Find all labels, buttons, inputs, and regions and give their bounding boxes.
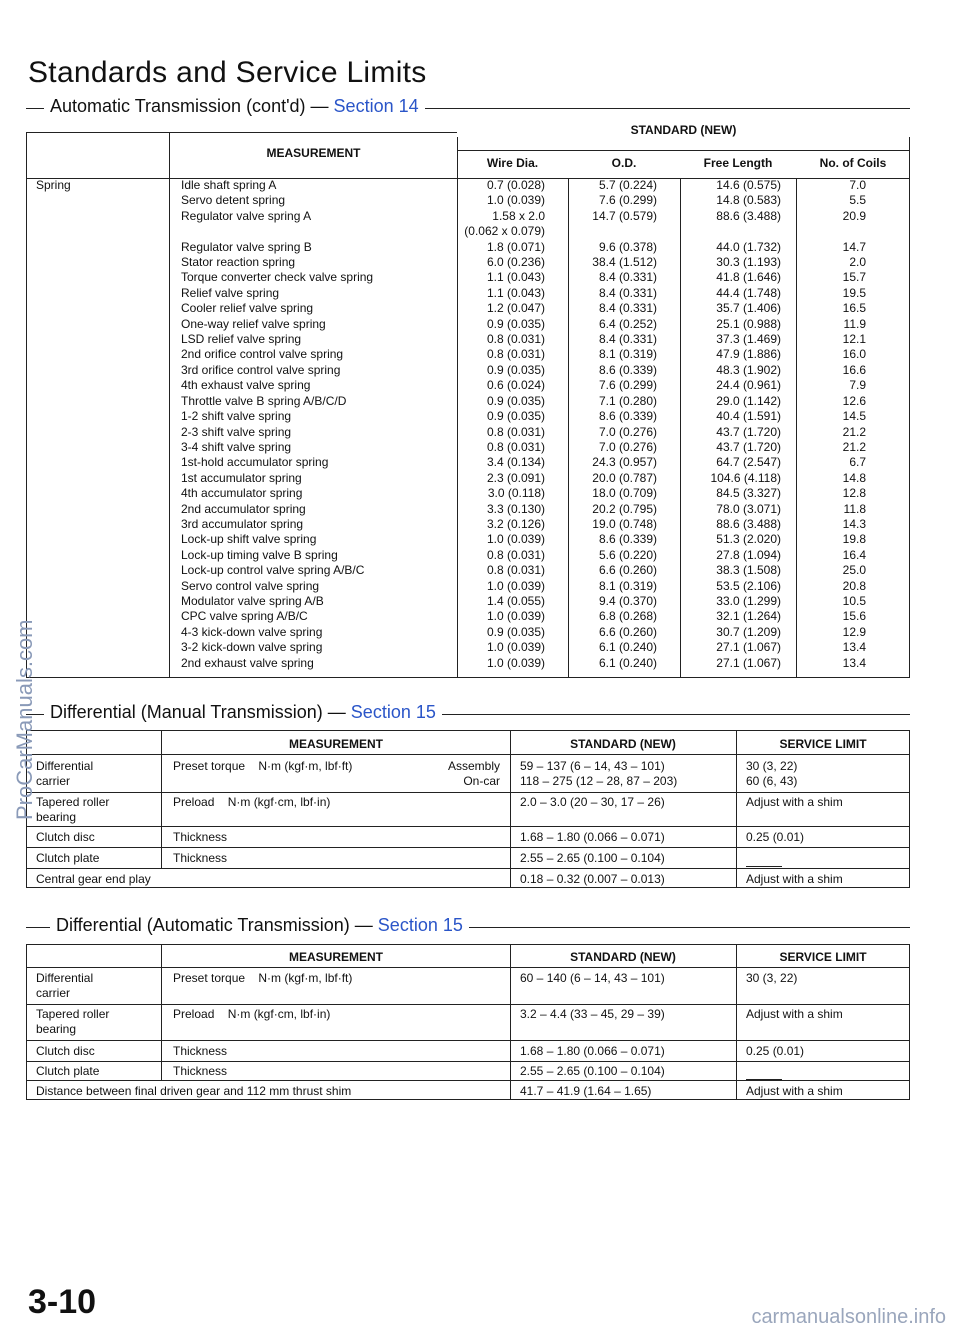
header-standard: STANDARD (NEW) — [457, 123, 910, 137]
page-number: 3-10 — [28, 1283, 97, 1321]
header-od: O.D. — [611, 156, 637, 170]
header-wire-dia: Wire Dia. — [486, 156, 539, 170]
row-standard: 1.68 – 1.80 (0.066 – 0.071) — [520, 1044, 665, 1058]
section-heading-text: Automatic Transmission (cont'd) — — [50, 96, 329, 116]
divider — [26, 967, 910, 968]
header-service-limit: SERVICE LIMIT — [779, 950, 867, 964]
divider — [26, 754, 910, 755]
row-standard: 2.55 – 2.65 (0.100 – 0.104) — [520, 1064, 665, 1078]
row-limit: 30 (3, 22) 60 (6, 43) — [746, 759, 798, 789]
row-standard: 60 – 140 (6 – 14, 43 – 101) — [520, 971, 665, 985]
section-link[interactable]: Section 14 — [333, 96, 419, 116]
row-standard: 3.2 – 4.4 (33 – 45, 29 – 39) — [520, 1007, 665, 1021]
divider — [161, 944, 162, 1080]
divider — [26, 826, 910, 827]
row-item: Thickness — [173, 830, 228, 844]
row-item: Preset torque N·m (kgf·m, lbf·ft) — [173, 759, 353, 773]
row-category: Tapered roller bearing — [36, 795, 110, 825]
row-limit: Adjust with a shim — [746, 795, 843, 809]
row-category: Differential carrier — [36, 759, 94, 789]
row-category: Clutch plate — [36, 1064, 100, 1078]
row-item: Thickness — [173, 851, 228, 865]
divider — [457, 150, 910, 151]
divider — [26, 847, 910, 848]
row-limit: Adjust with a shim — [746, 1007, 843, 1021]
row-category: Distance between final driven gear and 112 mm thrust shim — [36, 1084, 352, 1098]
header-free-length: Free Length — [703, 156, 773, 170]
divider — [26, 1004, 910, 1005]
page-title: Standards and Service Limits — [28, 56, 427, 89]
divider — [26, 1040, 910, 1041]
row-standard: 2.0 – 3.0 (20 – 30, 17 – 26) — [520, 795, 665, 809]
row-item: Preload N·m (kgf·cm, lbf·in) — [173, 795, 331, 809]
header-measurement: MEASUREMENT — [288, 950, 383, 964]
row-qualifier: Assembly On-car — [447, 759, 500, 789]
free-length-values: 14.6 (0.575) 14.8 (0.583) 88.6 (3.488) 44.0 (1.732) 30.3 (1.193) 41.8 (1.646) 44.4 (1.748) 35.7 (1.406) 25.1 (0.988) 37.3 (1.469) 47.9 (1.886) 48.3 (1.902) 24.4 (0.961) 29.0 (1.142) 40.4 (1.591) 43.7 (1.720) 43.7 (1.720) 64.7 (2.547) 104.6 (4.118) 84.5 (3.327) 78.0 (3.071) 88.6 (3.488) 51.3 (2.020) 27.8 (1.094) 38.3 (1.508) 53.5 (2.106) 33.0 (1.299) 32.1 (1.264) 30.7 (1.209) 27.1 (1.067) 27.1 (1.067) — [710, 178, 781, 670]
row-item: Preset torque N·m (kgf·m, lbf·ft) — [173, 971, 353, 985]
header-measurement: MEASUREMENT — [266, 146, 361, 160]
row-limit: 0.25 (0.01) — [746, 1044, 805, 1058]
section-heading-text: Differential (Automatic Transmission) — — [56, 915, 373, 935]
category-spring: Spring — [36, 178, 71, 192]
row-limit: Adjust with a shim — [746, 1084, 843, 1098]
row-limit: 30 (3, 22) — [746, 971, 798, 985]
header-standard: STANDARD (NEW) — [570, 950, 676, 964]
row-standard: 2.55 – 2.65 (0.100 – 0.104) — [520, 851, 665, 865]
header-no-of-coils: No. of Coils — [819, 156, 887, 170]
header-measurement: MEASUREMENT — [288, 737, 383, 751]
row-standard: 41.7 – 41.9 (1.64 – 1.65) — [520, 1084, 652, 1098]
coil-values: 7.0 5.5 20.9 14.7 2.0 15.7 19.5 16.5 11.9 12.1 16.0 16.6 7.9 12.6 14.5 21.2 21.2 6.7 14.8 12.8 11.8 14.3 19.8 16.4 25.0 20.8 10.5 15.6 12.9 13.4 13.4 — [842, 178, 866, 670]
row-category: Tapered roller bearing — [36, 1007, 110, 1037]
row-item: Preload N·m (kgf·cm, lbf·in) — [173, 1007, 331, 1021]
row-category: Central gear end play — [36, 872, 151, 886]
row-limit: 0.25 (0.01) — [746, 830, 805, 844]
divider — [26, 1061, 910, 1062]
watermark-carmanualsonline: carmanualsonline.info — [751, 1306, 946, 1328]
section-heading-text: Differential (Manual Transmission) — — [50, 702, 346, 722]
section-link[interactable]: Section 15 — [377, 915, 463, 935]
row-limit: Adjust with a shim — [746, 872, 843, 886]
row-standard: 1.68 – 1.80 (0.066 – 0.071) — [520, 830, 665, 844]
spring-names: Idle shaft spring A Servo detent spring Regulator valve spring A Regulator valve spring B Stator reaction spring Torque converter check valve spring Relief valve spring Cooler relief valve spring One-way relief valve spring LSD relief valve spring 2nd orifice control valve spring 3rd orifice control valve spring 4th exhaust valve spring Throttle valve B spring A/B/C/D 1-2 shift valve spring 2-3 shift valve spring 3-4 shift valve spring 1st-hold accumulator spring 1st accumulator spring 4th accumulator spring 2nd accumulator spring 3rd accumulator spring Lock-up shift valve spring Lock-up timing valve B spring Lock-up control valve spring A/B/C Servo control valve spring Modulator valve spring A/B CPC valve spring A/B/C 4-3 kick-down valve spring 3-2 kick-down valve spring 2nd exhaust valve spring — [181, 178, 374, 670]
od-values: 5.7 (0.224) 7.6 (0.299) 14.7 (0.579) 9.6 (0.378) 38.4 (1.512) 8.4 (0.331) 8.4 (0.331) 8.4 (0.331) 6.4 (0.252) 8.4 (0.331) 8.1 (0.319) 8.6 (0.339) 7.6 (0.299) 7.1 (0.280) 8.6 (0.339) 7.0 (0.276) 7.0 (0.276) 24.3 (0.957) 20.0 (0.787) 18.0 (0.709) 20.2 (0.795) 19.0 (0.748) 8.6 (0.339) 5.6 (0.220) 6.6 (0.260) 8.1 (0.319) 9.4 (0.370) 6.8 (0.268) 6.6 (0.260) 6.1 (0.240) 6.1 (0.240) — [592, 178, 657, 670]
section-link[interactable]: Section 15 — [350, 702, 436, 722]
row-category: Clutch disc — [36, 1044, 95, 1058]
wire-dia-values: 0.7 (0.028) 1.0 (0.039) 1.58 x 2.0 (0.062 x 0.079) 1.8 (0.071) 6.0 (0.236) 1.1 (0.043) 1.1 (0.043) 1.2 (0.047) 0.9 (0.035) 0.8 (0.031) 0.8 (0.031) 0.9 (0.035) 0.6 (0.024) 0.9 (0.035) 0.9 (0.035) 0.8 (0.031) 0.8 (0.031) 3.4 (0.134) 2.3 (0.091) 3.0 (0.118) 3.3 (0.130) 3.2 (0.126) 1.0 (0.039) 0.8 (0.031) 0.8 (0.031) 1.0 (0.039) 1.4 (0.055) 1.0 (0.039) 0.9 (0.035) 1.0 (0.039) 1.0 (0.039) — [464, 178, 545, 670]
header-standard: STANDARD (NEW) — [570, 737, 676, 751]
divider — [26, 792, 910, 793]
row-item: Thickness — [173, 1064, 228, 1078]
row-standard: 0.18 – 0.32 (0.007 – 0.013) — [520, 872, 665, 886]
row-item: Thickness — [173, 1044, 228, 1058]
divider — [169, 132, 170, 678]
header-service-limit: SERVICE LIMIT — [779, 737, 867, 751]
watermark-procarmanuals: ProCarManuals.com — [12, 619, 37, 820]
section-heading-diff-manual — [44, 702, 442, 723]
section-heading-diff-auto — [50, 915, 469, 936]
row-standard: 59 – 137 (6 – 14, 43 – 101) 118 – 275 (12 – 28, 87 – 203) — [520, 759, 678, 789]
row-category: Clutch disc — [36, 830, 95, 844]
row-category: Differential carrier — [36, 971, 94, 1001]
section-heading-auto-trans — [44, 96, 425, 117]
row-category: Clutch plate — [36, 851, 100, 865]
